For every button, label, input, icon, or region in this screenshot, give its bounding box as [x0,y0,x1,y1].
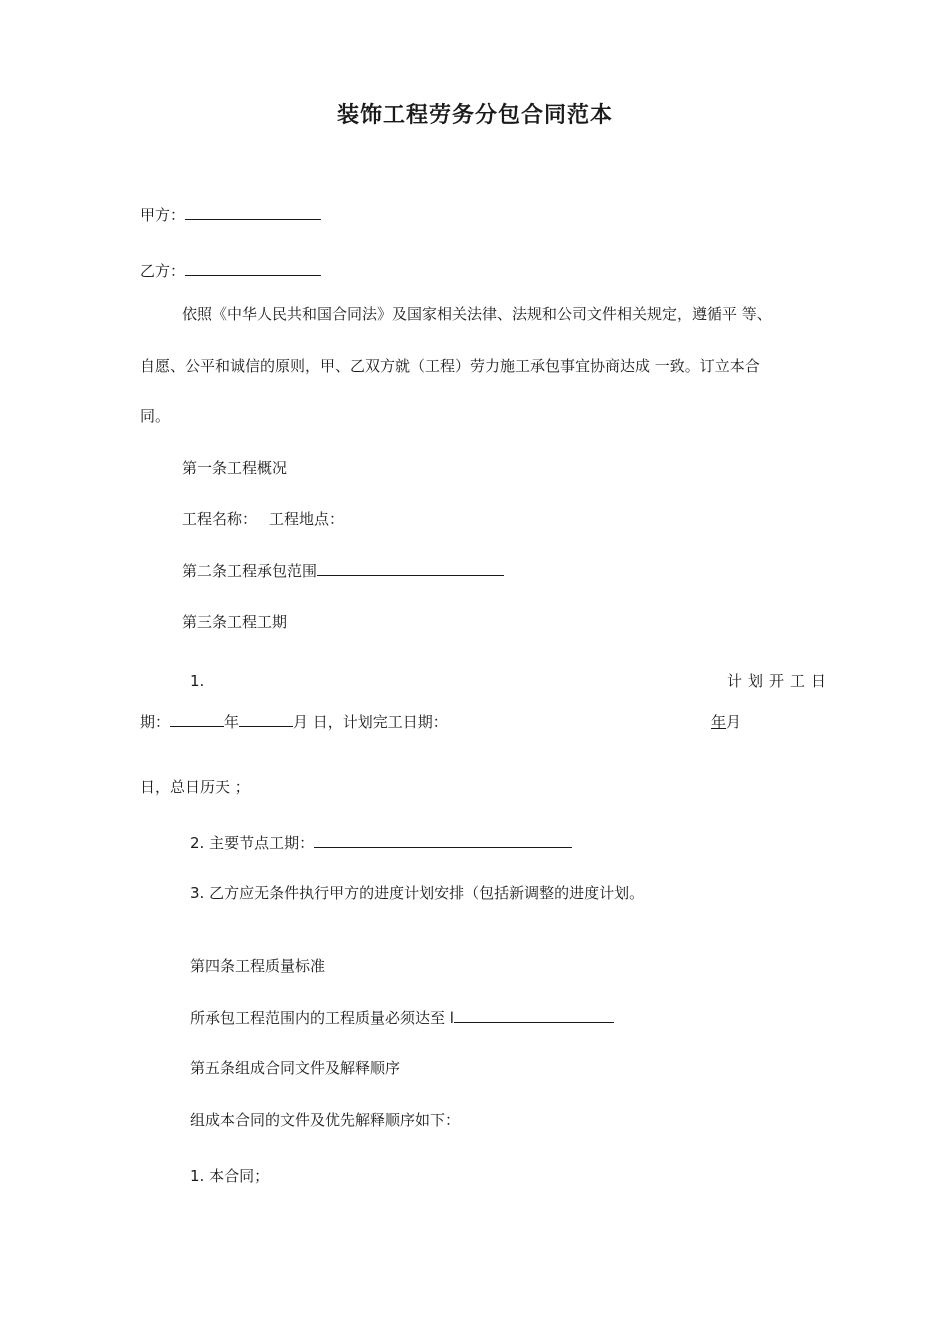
article-3-item-1-number: 1. [190,672,205,690]
preamble-line-2: 自愿、公平和诚信的原则，甲、乙双方就（工程）劳力施工承包事宜协商达成 一致。订立本合 [140,357,760,375]
article-4-heading: 第四条工程质量标准 [190,957,326,975]
article-3-item-1-right: 计划开工日 [727,672,833,690]
article-5-heading: 第五条组成合同文件及解释顺序 [190,1059,401,1077]
end-date-label: 月 日，计划完工日期： [293,713,448,731]
party-b-line [140,261,321,281]
project-location-label: 工程地点： [269,510,345,528]
article-3-item-2-line [190,833,572,853]
article-3-item-3: 3. 乙方应无条件执行甲方的进度计划安排（包括新调整的进度计划。 [190,884,645,902]
article-3-heading: 第三条工程工期 [182,613,288,631]
project-name-label: 工程名称： [182,510,258,528]
article-4-text: 所承包工程范围内的工程质量必须达至 l [190,1009,454,1027]
start-year-unit: 年 [224,713,240,731]
party-a-line [140,205,321,225]
start-month-blank [239,712,293,727]
party-b-blank [185,261,321,276]
article-2-heading: 第二条工程承包范围 [182,562,318,580]
party-b-label: 乙方： [140,262,186,280]
preamble-line-1: 依照《中华人民共和国合同法》及国家相关法律、法规和公司文件相关规定，遵循平 等、 [182,305,772,323]
article-5-item-1: 1. 本合同； [190,1167,270,1185]
article-3-item-2: 2. 主要节点工期： [190,834,315,852]
end-date-tail [711,712,741,732]
start-date-label: 期： [140,713,171,731]
party-a-blank [185,205,321,220]
article-3-item-1-line-2 [140,712,448,732]
quality-blank [454,1008,614,1023]
end-year-unit: 年 [711,713,727,731]
milestone-blank [314,833,572,848]
project-info-line [182,509,344,529]
document-title: 装饰工程劳务分包合同范本 [336,103,613,128]
article-2-blank [317,561,504,576]
article-5-intro: 组成本合同的文件及优先解释顺序如下： [190,1111,461,1129]
end-month-unit: 月 [726,713,742,731]
start-year-blank [170,712,224,727]
article-3-item-1-line-3: 日，总日历天 ； [140,778,250,796]
preamble-line-3: 同。 [140,407,171,425]
article-4-line [190,1008,614,1028]
article-2-line [182,561,504,581]
article-1-heading: 第一条工程概况 [182,459,288,477]
party-a-label: 甲方： [140,206,186,224]
